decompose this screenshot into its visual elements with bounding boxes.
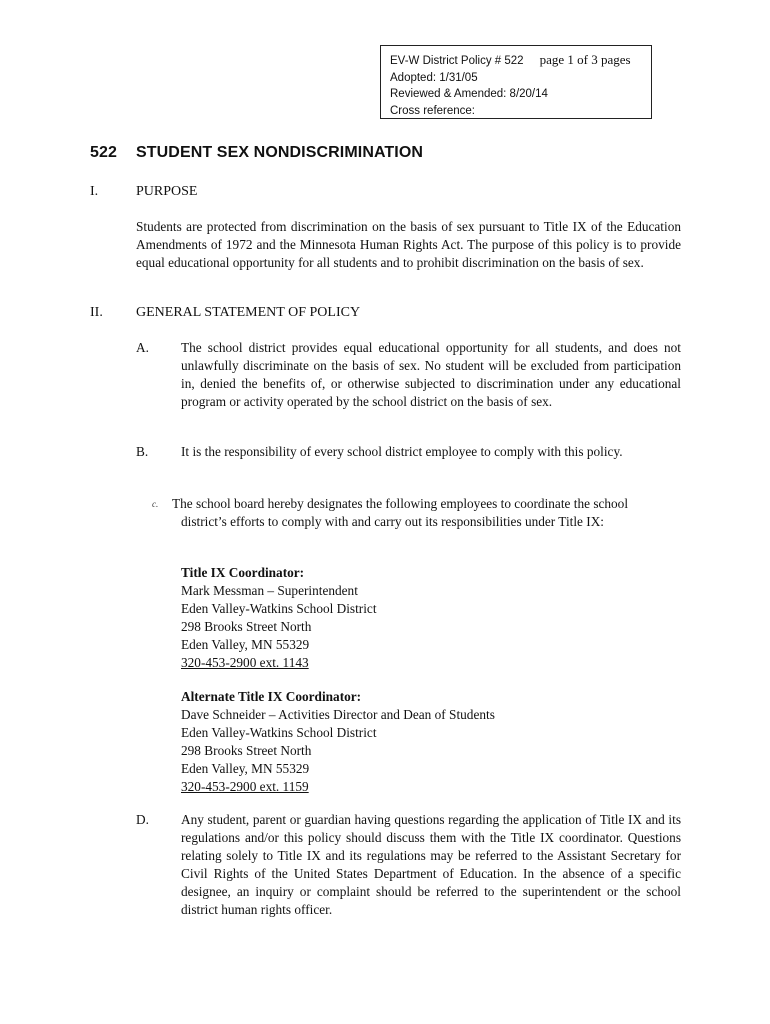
section-1-title: PURPOSE <box>136 184 198 199</box>
coordinator-block <box>181 564 377 672</box>
header-row-policy <box>390 52 651 70</box>
cross-reference: Cross reference: <box>390 104 476 117</box>
page-title <box>90 144 423 162</box>
item-c-label: c. <box>152 499 159 509</box>
purpose-paragraph: Students are protected from discrimination on the basis of sex pursuant to Title IX of the Education Amendments of 1972 and the Minnesota Human Rights Act. The purpose of this policy is to provide equal educational opportunity for all students and to prohibit discrimination on the basis of sex. <box>136 219 681 270</box>
item-c-text-content: The school board hereby designates the following employees to coordinate the school district’s efforts to comply with and carry out its responsibilities under Title IX: <box>172 496 629 529</box>
alternate-org: Eden Valley-Watkins School District <box>181 725 377 740</box>
coordinator-heading: Title IX Coordinator: <box>181 565 305 580</box>
section-2-numeral: II. <box>90 305 103 320</box>
page-indicator: page 1 of 3 pages <box>539 52 631 67</box>
section-2-heading <box>90 305 360 321</box>
policy-header-box <box>380 45 652 119</box>
item-b-text: It is the responsibility of every school district employee to comply with this policy. <box>181 444 623 459</box>
coordinator-street: 298 Brooks Street North <box>181 619 312 634</box>
reviewed-date: Reviewed & Amended: 8/20/14 <box>390 88 548 100</box>
alternate-street: 298 Brooks Street North <box>181 743 312 758</box>
alternate-name: Dave Schneider – Activities Director and Dean of Students <box>181 707 495 722</box>
section-2-title: GENERAL STATEMENT OF POLICY <box>136 305 361 320</box>
adopted-date: Adopted: 1/31/05 <box>390 71 478 84</box>
coordinator-phone: 320-453-2900 ext. 1143 <box>181 655 309 670</box>
alternate-coordinator-block <box>181 688 495 796</box>
item-a-text: The school district provides equal educational opportunity for all students, and does not unlawfully discriminate on the basis of sex. No student will be excluded from participation in, denied the benefits of, or otherwise subjected to discrimination under any educational program or activity operated by the school district on the basis of sex. <box>181 340 681 409</box>
item-d-text: Any student, parent or guardian having questions regarding the application of Title IX and its regulations and/or this policy should discuss them with the Title IX coordinator. Questions relating solely to Title IX and its regulations may be referred to the Assistant Secretary for Civil Rights of the United States Department of Education. In the absence of a specific designee, an inquiry or complaint should be referred to the superintendent or the school district human rights officer. <box>181 812 681 917</box>
policy-title-number: 522 <box>90 144 117 161</box>
item-a-label: A. <box>136 340 149 355</box>
alternate-phone: 320-453-2900 ext. 1159 <box>181 779 309 794</box>
policy-number: EV-W District Policy # 522 <box>390 55 524 67</box>
coordinator-name: Mark Messman – Superintendent <box>181 583 358 598</box>
policy-title-text: STUDENT SEX NONDISCRIMINATION <box>136 144 424 161</box>
alternate-heading: Alternate Title IX Coordinator: <box>181 689 362 704</box>
section-1-numeral: I. <box>90 184 99 199</box>
coordinator-city: Eden Valley, MN 55329 <box>181 637 310 652</box>
item-b-label: B. <box>136 444 149 459</box>
coordinator-org: Eden Valley-Watkins School District <box>181 601 377 616</box>
item-c-text <box>172 495 662 531</box>
alternate-city: Eden Valley, MN 55329 <box>181 761 310 776</box>
section-1-heading <box>90 184 197 200</box>
item-d-label: D. <box>136 812 149 827</box>
